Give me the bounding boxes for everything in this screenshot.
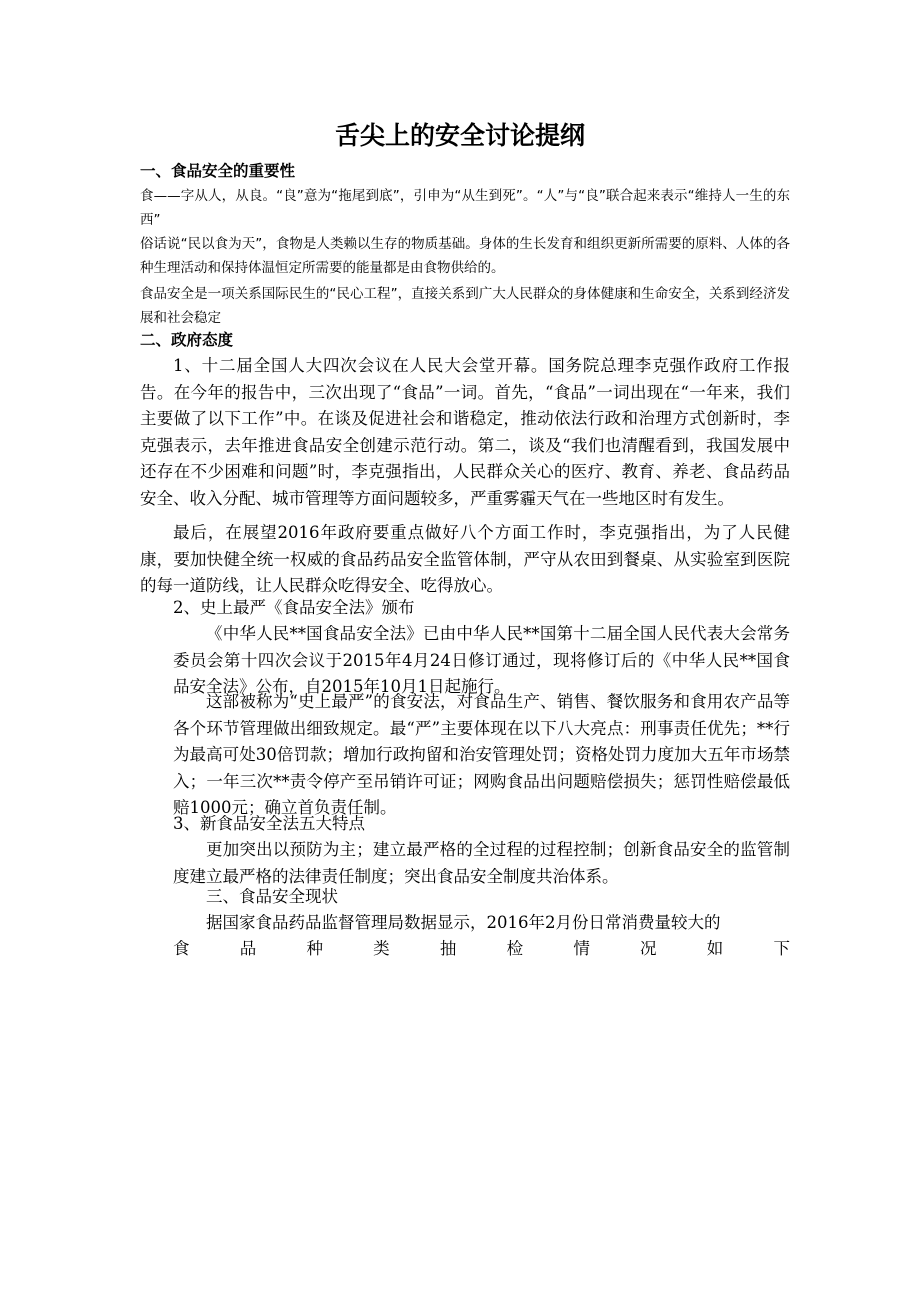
section-heading-government: 二、政府态度 <box>140 331 234 349</box>
document-title: 舌尖上的安全讨论提纲 <box>334 121 585 150</box>
paragraph-work-report: 1、十二届全国人大四次会议在人民大会堂开幕。国务院总理李克强作政府工作报告。在今年的报告中，三次出现了“食品”一词。首先，“食品”一词出现在“一年来，我们主要做了以下工作”中。在谈及促进社会和谐稳定，推动依法行政和治理方式创新时，李克强表示，去年推进食品安全创建示范行动。第二，谈及“我们也清醒看到，我国发展中还存在不少困难和问题”时，李克强指出，人民群众关心的医疗、教育、养老、食品药品安全、收入分配、城市管理等方面问题较多，严重雾霾天气在一些地区时有发生。 <box>140 356 790 508</box>
subheading-five-features: 3、新食品安全法五大特点 <box>173 814 365 833</box>
paragraph-character-origin: 食——字从人，从良。“良”意为“拖尾到底”，引申为“从生到死”。“人”与“良”联合起来表示“维持人一生的东西” <box>140 188 790 228</box>
subheading-food-safety-law: 2、史上最严《食品安全法》颁布 <box>173 598 415 617</box>
section-heading-current-status: 三、食品安全现状 <box>206 887 338 906</box>
paragraph-outlook-2016: 最后，在展望2016年政府要重点做好八个方面工作时，李克强指出，为了人民健康，要加快健全统一权威的食品药品安全监管体制，严守从农田到餐桌、从实验室到医院的每一道防线，让人民群众吃得安全、吃得放心。 <box>140 523 790 595</box>
paragraph-five-features: 更加突出以预防为主；建立最严格的全过程的过程控制；创新食品安全的监管制度建立最严格的法律责任制度；突出食品安全制度共治体系。 <box>173 840 790 886</box>
paragraph-people-project: 食品安全是一项关系国际民生的“民心工程”，直接关系到广大人民群众的身体健康和生命安全，关系到经济发展和社会稳定 <box>140 286 790 326</box>
paragraph-eight-highlights: 这部被称为“史上最严”的食安法，对食品生产、销售、餐饮服务和食用农产品等各个环节管理做出细致规定。最“严”主要体现在以下八大亮点：刑事责任优先；**行为最高可处30倍罚款；增加行政拘留和治安管理处罚；资格处罚力度加大五年市场禁入；一年三次**责令停产至吊销许可证；网购食品出问题赔偿损失；惩罚性赔偿最低赔1000元；确立首负责任制。 <box>173 692 790 817</box>
paragraph-inspection-continued: 食品种类抽检情况如下 <box>173 939 790 958</box>
paragraph-law-revision: 《中华人民**国食品安全法》已由中华人民**国第十二届全国人民代表大会常务委员会第十四次会议于2015年4月24日修订通过，现将修订后的《中华人民**国食品安全法》公布，自2015年10月1日起施行。 <box>173 624 790 696</box>
paragraph-inspection-data: 据国家食品药品监督管理局数据显示，2016年2月份日常消费量较大的 <box>206 913 721 932</box>
section-heading-importance: 一、食品安全的重要性 <box>140 162 296 180</box>
paragraph-food-basis: 俗话说“民以食为天”，食物是人类赖以生存的物质基础。身体的生长发育和组织更新所需要的原料、人体的各种生理活动和保持体温恒定所需要的能量都是由食物供给的。 <box>140 236 790 276</box>
